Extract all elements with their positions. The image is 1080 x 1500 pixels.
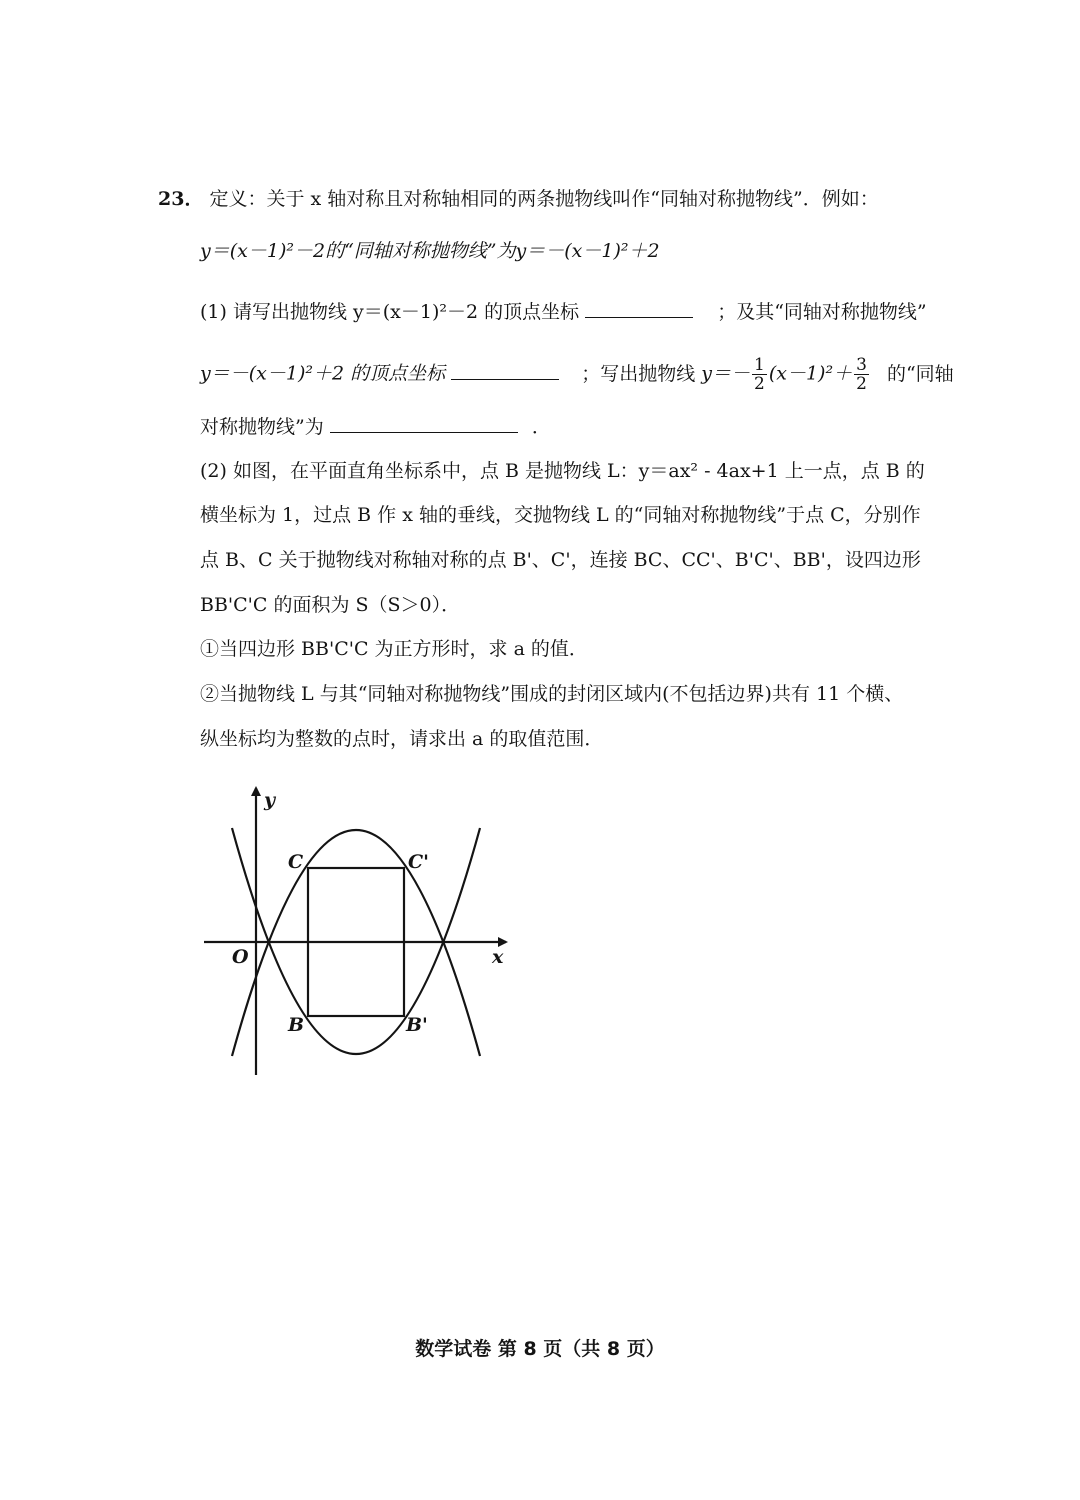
label-y: y (264, 789, 276, 811)
problem-definition-line (158, 186, 879, 212)
part2-question1: ①当四边形 BB'C'C 为正方形时，求 a 的值． (200, 638, 588, 660)
part1-line2-tail: 的“同轴 (886, 362, 954, 385)
label-origin: O (232, 946, 249, 968)
part2-question2-line2: 纵坐标均为整数的点时，请求出 a 的取值范围． (200, 728, 604, 750)
answer-blank-vertex-1[interactable] (585, 299, 693, 318)
label-B-prime: B' (406, 1014, 428, 1036)
part1-line2-eq-prefix: y＝－ (701, 362, 750, 385)
label-C: C (288, 851, 304, 873)
page-footer: 数学试卷 第 8 页（共 8 页） (415, 1338, 665, 1360)
label-C-prime: C' (408, 851, 429, 873)
part1-line1 (200, 299, 927, 325)
part1-line2 (200, 356, 954, 400)
fraction-denominator: 2 (754, 374, 765, 394)
part2-line3: 点 B、C 关于抛物线对称轴对称的点 B'、C'，连接 BC、CC'、B'C'、BB'，设四边形 (200, 549, 921, 571)
part1-line2-eq: y＝－(x－1)²＋2 的顶点坐标 (200, 362, 446, 385)
part1-line1-text: (1) 请写出抛物线 y＝(x－1)²－2 的顶点坐标 (200, 301, 580, 323)
coordinate-figure (196, 780, 526, 1080)
problem-number: 23． (158, 188, 204, 210)
definition-text: 定义：关于 x 轴对称且对称轴相同的两条抛物线叫作“同轴对称抛物线”．例如： (209, 188, 879, 210)
part1-line1-tail: ；及其“同轴对称抛物线” (717, 301, 927, 323)
part1-line2-text: ；写出抛物线 (581, 362, 696, 385)
label-x: x (492, 946, 504, 968)
part2-line2: 横坐标为 1，过点 B 作 x 轴的垂线，交抛物线 L 的“同轴对称抛物线”于点 C，分别作 (200, 504, 921, 526)
label-B: B (288, 1014, 305, 1036)
fraction-denominator: 2 (856, 374, 867, 394)
fraction-numerator: 1 (754, 355, 765, 375)
figure-svg (196, 780, 526, 1080)
part2-line1: (2) 如图，在平面直角坐标系中，点 B 是抛物线 L：y＝ax² - 4ax+1 上一点，点 B 的 (200, 460, 925, 482)
part1-line3-text: 对称抛物线”为 (200, 416, 324, 438)
answer-blank-symmetric-parabola[interactable] (330, 414, 518, 433)
part1-line3-end: ． (531, 416, 551, 438)
answer-blank-vertex-2[interactable] (451, 361, 559, 380)
example-equation: y＝(x－1)²－2的“同轴对称抛物线”为y＝－(x－1)²＋2 (200, 240, 660, 262)
fraction-one-half (752, 356, 767, 393)
part1-line2-eq-mid: (x－1)²＋ (768, 362, 853, 385)
part2-line4: BB'C'C 的面积为 S（S＞0）． (200, 594, 461, 616)
fraction-numerator: 3 (856, 355, 867, 375)
part2-question2-line1: ②当抛物线 L 与其“同轴对称抛物线”围成的封闭区域内(不包括边界)共有 11 个横、 (200, 683, 904, 705)
part1-line3 (200, 414, 551, 440)
fraction-three-halves (854, 356, 869, 393)
